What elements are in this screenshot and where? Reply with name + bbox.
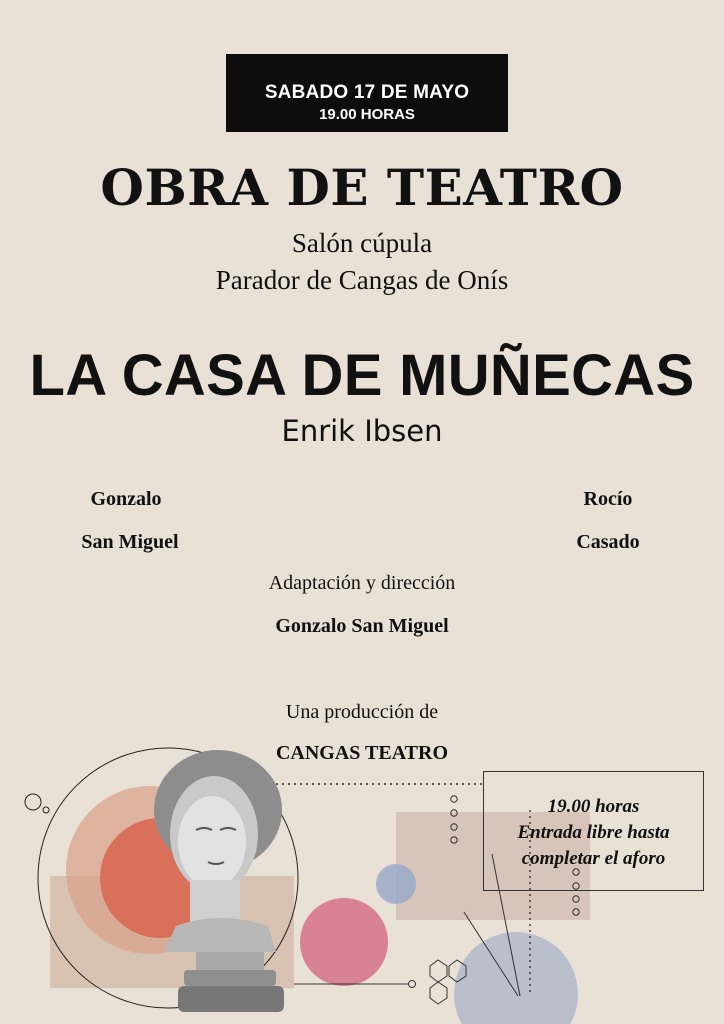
info-entry: Entrada libre hasta bbox=[517, 822, 670, 843]
adaptation-label: Adaptación y dirección bbox=[268, 572, 456, 594]
adaptation-name: Gonzalo San Miguel bbox=[275, 615, 449, 637]
cast-left-surname: San Miguel bbox=[81, 531, 179, 553]
event-time: 19.00 HORAS bbox=[319, 106, 415, 123]
play-author: Enrik Ibsen bbox=[281, 414, 443, 448]
date-banner bbox=[226, 54, 508, 132]
blue-circle-small bbox=[376, 864, 416, 904]
cast-right-first-name: Rocío bbox=[583, 488, 633, 510]
cast-left-first-name: Gonzalo bbox=[90, 488, 162, 510]
production-label: Una producción de bbox=[285, 701, 439, 723]
line-end-ring bbox=[409, 981, 416, 988]
event-date: SABADO 17 DE MAYO bbox=[264, 82, 470, 103]
info-time: 19.00 horas bbox=[547, 796, 640, 817]
pink-circle bbox=[300, 898, 388, 986]
play-title: LA CASA DE MUÑECAS bbox=[29, 343, 695, 408]
info-capacity: completar el aforo bbox=[521, 848, 666, 869]
event-type-heading: OBRA DE TEATRO bbox=[100, 158, 624, 217]
small-ring bbox=[25, 794, 41, 810]
production-name: CANGAS TEATRO bbox=[275, 742, 449, 764]
venue-place: Parador de Cangas de Onís bbox=[215, 265, 509, 295]
venue-room: Salón cúpula bbox=[291, 228, 433, 258]
info-box bbox=[483, 771, 704, 891]
tiny-ring bbox=[43, 807, 49, 813]
cast-right-surname: Casado bbox=[576, 531, 640, 553]
